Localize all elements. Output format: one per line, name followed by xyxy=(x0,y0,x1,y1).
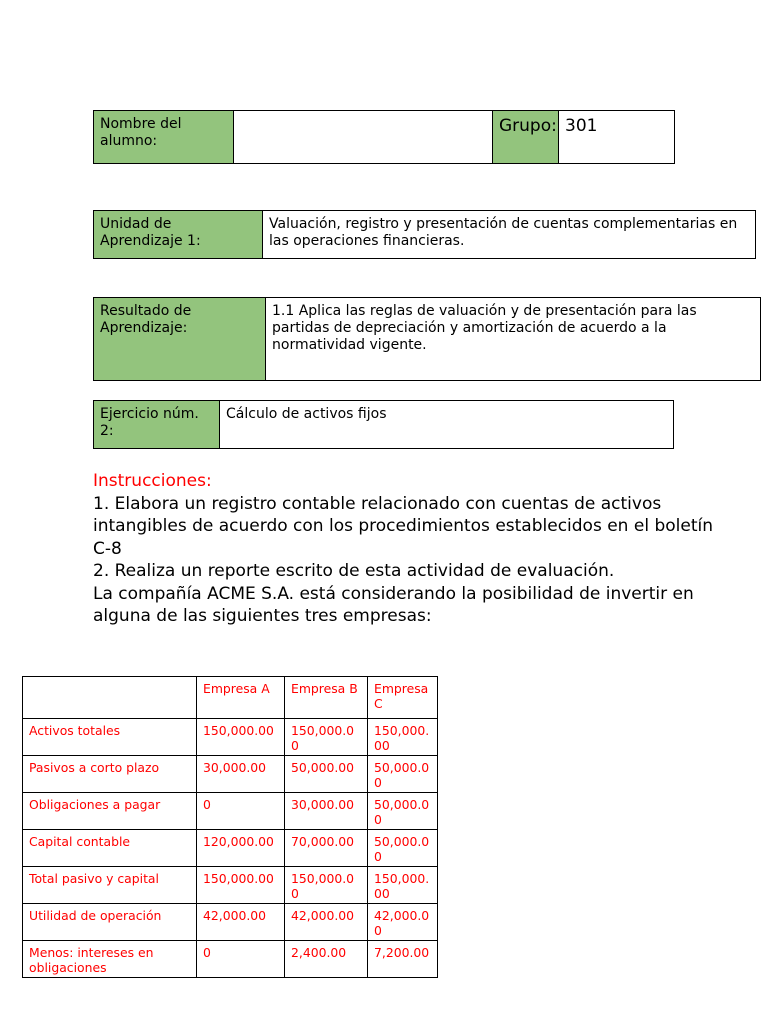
instructions-intro: La compañía ACME S.A. está considerando la posibilidad de invertir en alguna de las siguientes tres empresas: xyxy=(93,583,694,626)
table-cell: 0 xyxy=(197,793,285,830)
table-cell: 50,000.00 xyxy=(285,756,368,793)
table-cell: 150,000.00 xyxy=(285,867,368,904)
instructions-heading: Instrucciones: xyxy=(93,471,212,491)
instructions-section xyxy=(93,470,713,628)
table-cell: 150,000.00 xyxy=(368,719,438,756)
resultado-box xyxy=(93,297,761,381)
table-header-row xyxy=(23,677,438,719)
nombre-field[interactable] xyxy=(234,111,492,163)
table-cell: 42,000.00 xyxy=(197,904,285,941)
table-header-cell: Empresa C xyxy=(368,677,438,719)
unidad-label: Unidad de Aprendizaje 1: xyxy=(94,211,263,258)
resultado-value: 1.1 Aplica las reglas de valuación y de presentación para las partidas de depreciación y amortización de acuerdo a la normatividad vigente. xyxy=(272,303,697,353)
nombre-label: Nombre del alumno: xyxy=(94,111,234,163)
table-row xyxy=(23,830,438,867)
table-row xyxy=(23,904,438,941)
table-cell: 120,000.00 xyxy=(197,830,285,867)
table-cell: 30,000.00 xyxy=(285,793,368,830)
grupo-value: 301 xyxy=(565,116,598,136)
table-row-label: Utilidad de operación xyxy=(23,904,197,941)
table-row-label: Activos totales xyxy=(23,719,197,756)
resultado-label: Resultado de Aprendizaje: xyxy=(94,298,266,380)
table-cell: 30,000.00 xyxy=(197,756,285,793)
table-cell: 7,200.00 xyxy=(368,941,438,978)
table-row xyxy=(23,941,438,978)
ejercicio-value: Cálculo de activos fijos xyxy=(226,406,387,422)
table-cell: 42,000.00 xyxy=(285,904,368,941)
ejercicio-label: Ejercicio núm. 2: xyxy=(94,401,220,448)
table-cell: 150,000.00 xyxy=(197,867,285,904)
table-row-label: Pasivos a corto plazo xyxy=(23,756,197,793)
companies-table xyxy=(22,676,438,978)
table-row-label: Menos: intereses en obligaciones xyxy=(23,941,197,978)
table-cell: 2,400.00 xyxy=(285,941,368,978)
table-header-cell: Empresa B xyxy=(285,677,368,719)
table-cell: 150,000.00 xyxy=(285,719,368,756)
table-cell: 50,000.00 xyxy=(368,756,438,793)
grupo-label: Grupo: xyxy=(492,111,559,163)
table-cell: 150,000.00 xyxy=(197,719,285,756)
unidad-value: Valuación, registro y presentación de cuentas complementarias en las operaciones financieras. xyxy=(269,216,738,249)
table-header-cell: Empresa A xyxy=(197,677,285,719)
table-cell: 50,000.00 xyxy=(368,793,438,830)
table-cell: 150,000.00 xyxy=(368,867,438,904)
table-row xyxy=(23,793,438,830)
table-cell: 0 xyxy=(197,941,285,978)
ejercicio-box xyxy=(93,400,674,449)
table-header-cell xyxy=(23,677,197,719)
instruction-item-2: 2. Realiza un reporte escrito de esta actividad de evaluación. xyxy=(93,561,615,581)
table-row xyxy=(23,719,438,756)
table-row-label: Capital contable xyxy=(23,830,197,867)
student-info-box xyxy=(93,110,675,164)
table-cell: 42,000.00 xyxy=(368,904,438,941)
table-row xyxy=(23,756,438,793)
table-row-label: Obligaciones a pagar xyxy=(23,793,197,830)
instruction-item-1: 1. Elabora un registro contable relacionado con cuentas de activos intangibles de acuerdo con los procedimientos establecidos en el boletín C-8 xyxy=(93,493,713,559)
table-row xyxy=(23,867,438,904)
table-cell: 70,000.00 xyxy=(285,830,368,867)
table-cell: 50,000.00 xyxy=(368,830,438,867)
unidad-box xyxy=(93,210,756,259)
table-row-label: Total pasivo y capital xyxy=(23,867,197,904)
